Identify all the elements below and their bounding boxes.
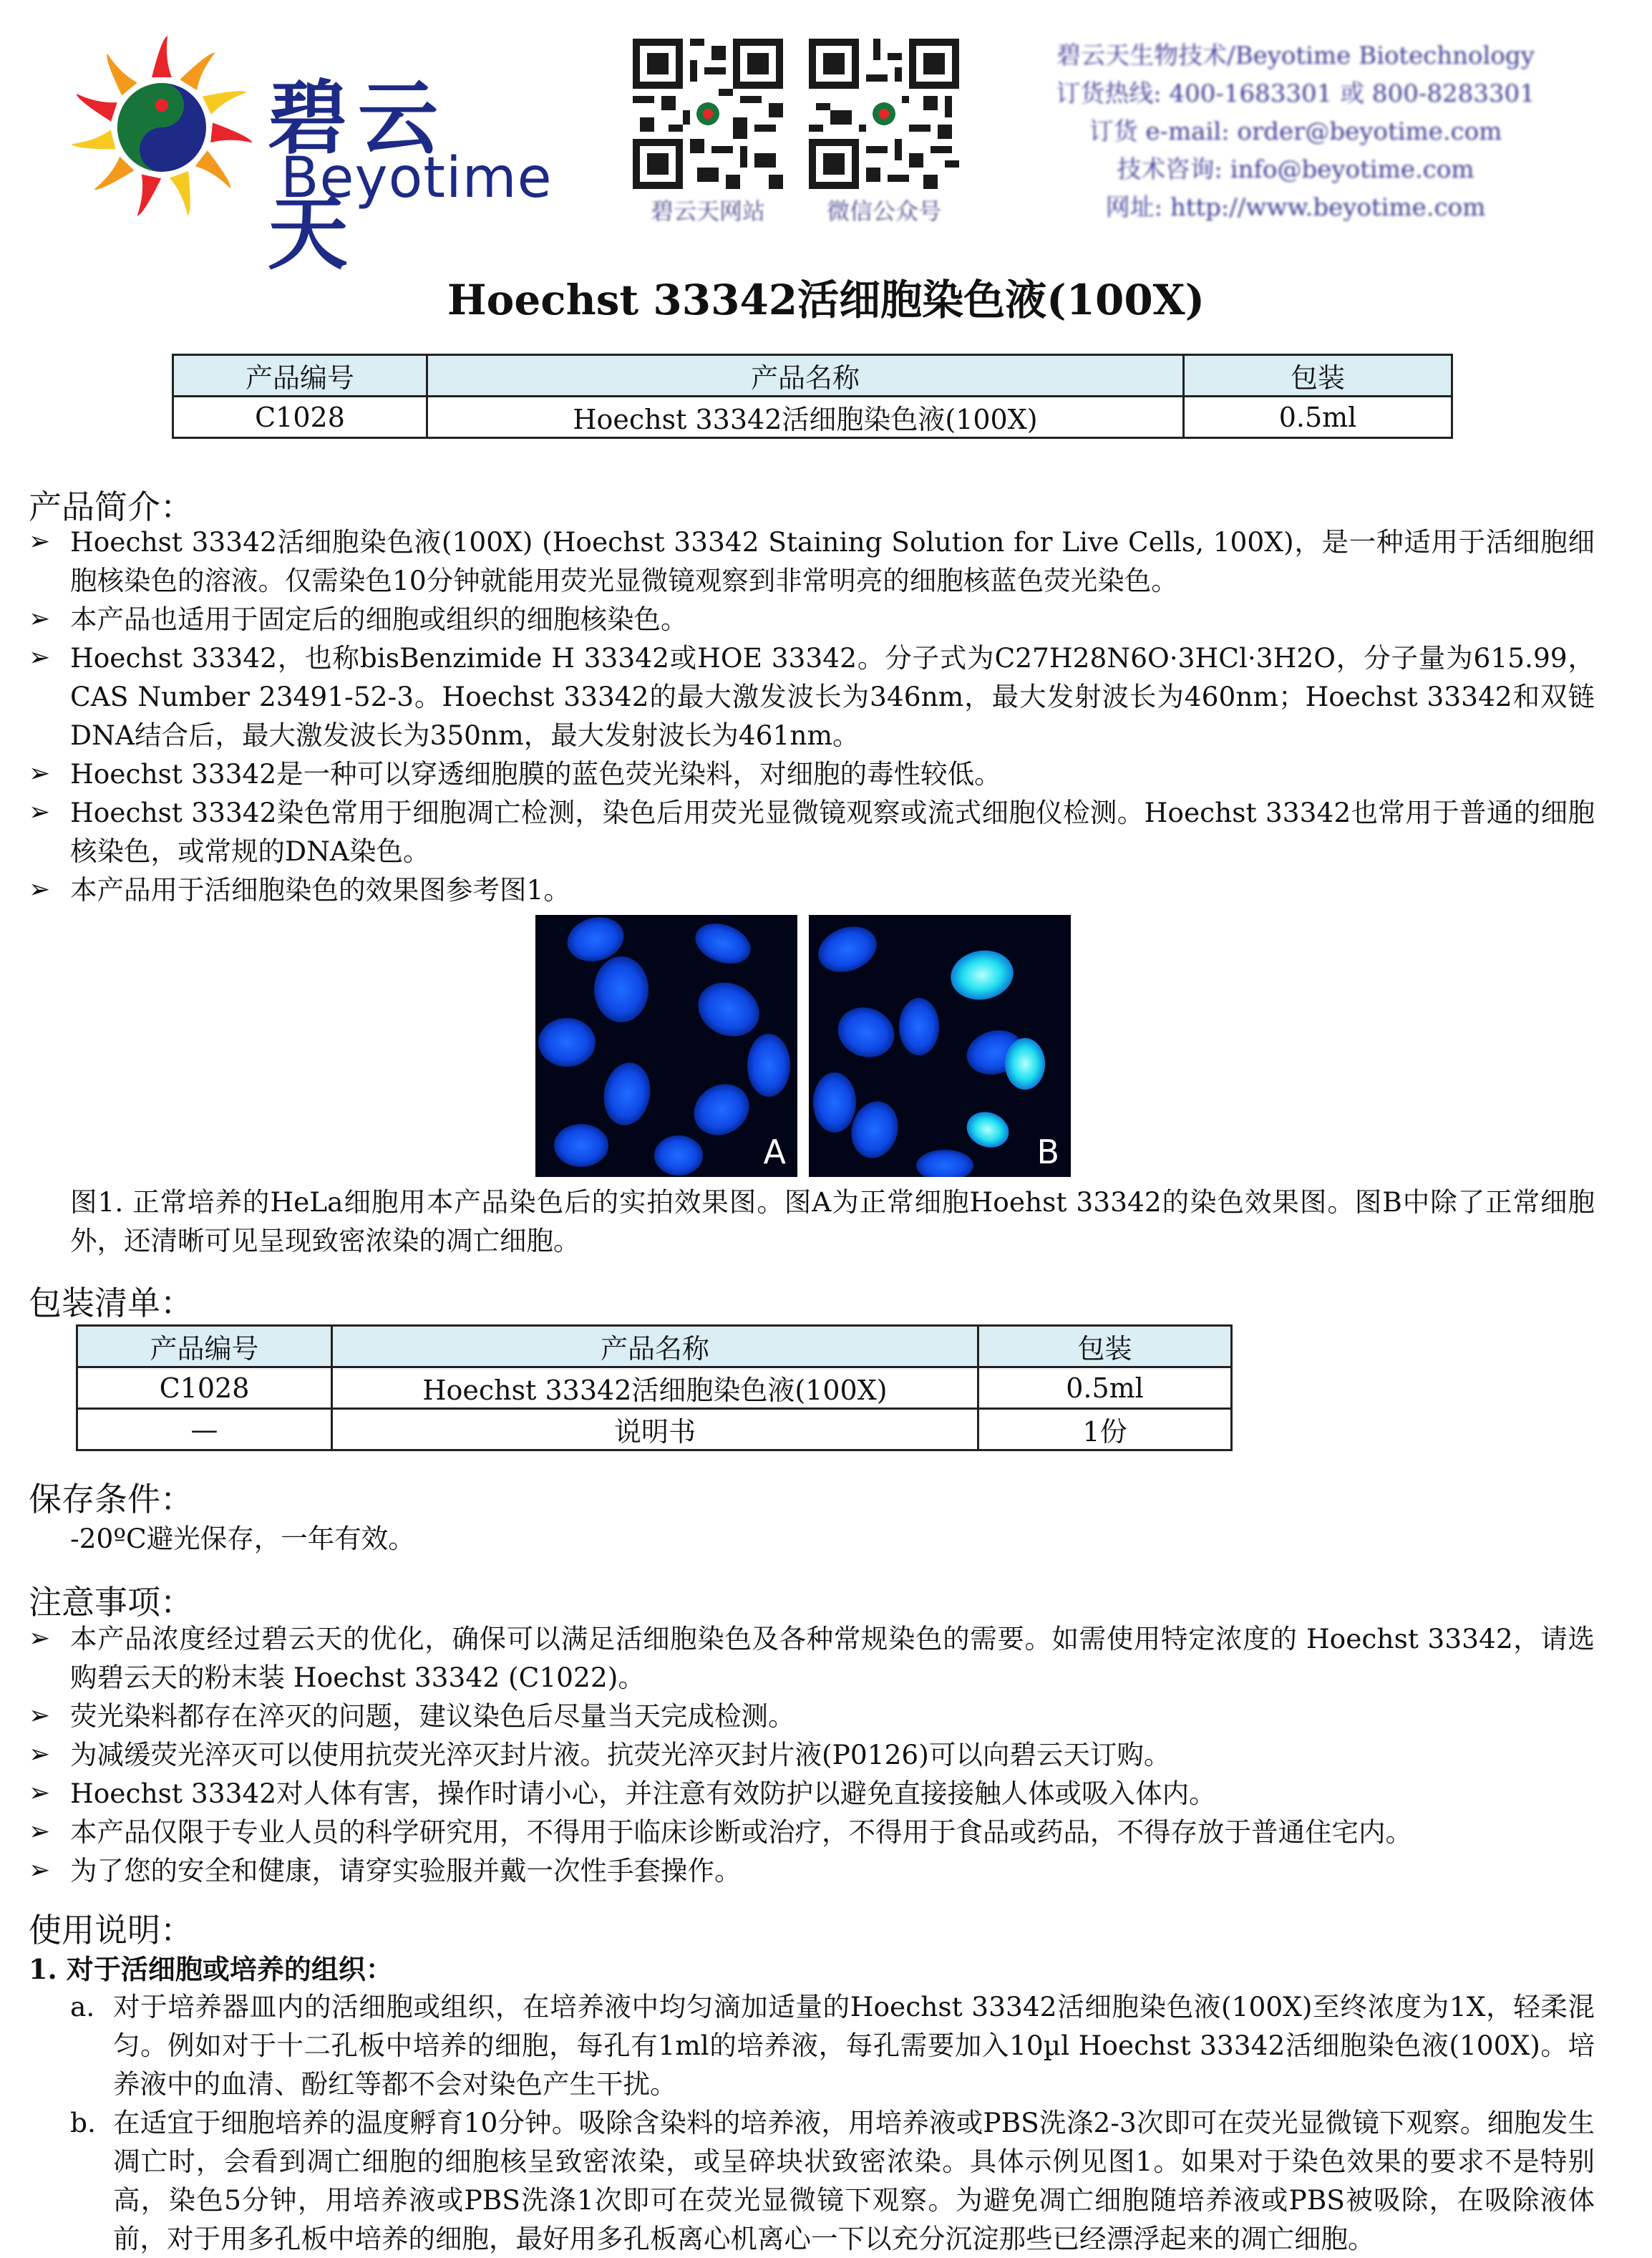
contact-line[interactable]: 技术咨询: info@beyotime.com: [1117, 155, 1474, 184]
stained-nuclei-image-b: [809, 915, 1071, 1177]
package-table: [76, 1324, 1233, 1451]
step-label: a.: [70, 1991, 95, 2022]
table-cell: Hoechst 33342活细胞染色液(100X): [427, 397, 1184, 438]
intro-bullet-text: Hoechst 33342染色常用于细胞凋亡检测，染色后用荧光显微镜观察或流式细胞仪检测。Hoechst 33342也常用于普通的细胞核染色，或常规的DNA染色。: [70, 797, 1595, 867]
note-bullet-text: 为了您的安全和健康，请穿实验服并戴一次性手套操作。: [70, 1855, 742, 1886]
note-bullet-text: 荧光染料都存在淬灭的问题，建议染色后尽量当天完成检测。: [70, 1700, 795, 1732]
intro-bullet-formula: [70, 639, 1595, 755]
intro-bullet-text: 本产品用于活细胞染色的效果图参考图1。: [70, 874, 570, 906]
section-heading-notes: 注意事项：: [29, 1583, 193, 1622]
bullet-icon: ➢: [29, 604, 51, 634]
note-bullet-text: 为减缓荧光淬灭可以使用抗荧光淬灭封片液。抗荧光淬灭封片液(P0126)可以向碧云天订购。: [70, 1739, 1171, 1770]
bullet-icon: ➢: [29, 1624, 51, 1653]
beyotime-logo: [69, 34, 553, 281]
qr-code-icon: [809, 39, 959, 189]
step-label: b.: [70, 2107, 96, 2138]
bullet-icon: ➢: [29, 759, 51, 788]
section-heading-storage: 保存条件：: [29, 1480, 193, 1518]
table-header-cell: 包装: [978, 1326, 1232, 1367]
section-heading-usage: 使用说明：: [29, 1911, 193, 1949]
table-header-row: [77, 1326, 1232, 1367]
table-cell: 0.5ml: [978, 1367, 1232, 1409]
intro-bullet-text: 本产品也适用于固定后的细胞或组织的细胞核染色。: [70, 604, 688, 635]
stained-nuclei-image-a: [535, 915, 797, 1177]
qr-code-website[interactable]: [633, 39, 783, 226]
contact-info: [1045, 37, 1546, 227]
qr-caption: 碧云天网站: [650, 198, 765, 225]
bullet-icon: ➢: [29, 643, 51, 672]
table-row: [77, 1409, 1232, 1450]
note-bullet-text: Hoechst 33342对人体有害，操作时请小心，并注意有效防护以避免直接接触人体或吸入体内。: [70, 1778, 1216, 1809]
section-heading-package: 包装清单：: [29, 1284, 193, 1322]
step-text: 在适宜于细胞培养的温度孵育10分钟。吸除含染料的培养液，用培养液或PBS洗涤2-3次即可在荧光显微镜下观察。细胞发生凋亡时，会看到凋亡细胞的细胞核呈致密浓染，或呈碎块状致密浓染。具体示例见图1。如果对于染色效果的要求不是特别高，染色5分钟，用培养液或PBS洗涤1次即可在荧光显微镜下观察。为避免凋亡细胞随培养液或PBS被吸除，在吸除液体前，对于用多孔板中培养的细胞，最好用多孔板离心机离心一下以充分沉淀那些已经漂浮起来的凋亡细胞。: [113, 2107, 1595, 2254]
product-table: [172, 354, 1453, 439]
brand-name-cn: 碧云天: [268, 72, 448, 281]
bullet-icon: ➢: [29, 1701, 51, 1730]
note-bullet-text: 本产品仅限于专业人员的科学研究用，不得用于临床诊断或治疗，不得用于食品或药品，不得存放于普通住宅内。: [70, 1816, 1412, 1848]
bullet-icon: ➢: [29, 875, 51, 904]
intro-bullet-text: Hoechst 33342是一种可以穿透细胞膜的蓝色荧光染料，对细胞的毒性较低。: [70, 758, 1001, 790]
contact-line[interactable]: 网址: http://www.beyotime.com: [1105, 193, 1486, 222]
step-text: 对于培养器皿内的活细胞或组织，在培养液中均匀滴加适量的Hoechst 33342活细胞染色液(100X)至终浓度为1X，轻柔混匀。例如对于十二孔板中培养的细胞，每孔有1ml的培养液，每孔需要加入10µl Hoechst 33342活细胞染色液(100X)。培养液中的血清、酚红等都不会对染色产生干扰。: [113, 1991, 1595, 2100]
qr-code-wechat[interactable]: [809, 39, 959, 226]
figure-panel-a: [535, 915, 797, 1177]
table-header-cell: 产品名称: [427, 355, 1184, 397]
note-bullet-text: 本产品浓度经过碧云天的优化，确保可以满足活细胞染色及各种常规染色的需要。如需使用特定浓度的 Hoechst 33342，请选购碧云天的粉末装 Hoechst 33342 (C1022)。: [70, 1623, 1595, 1693]
contact-line: 碧云天生物技术/Beyotime Biotechnology: [1056, 42, 1535, 70]
table-row: [77, 1367, 1232, 1409]
bullet-icon: ➢: [29, 527, 51, 556]
table-header-cell: 产品名称: [332, 1326, 978, 1367]
figure-label: A: [763, 1133, 786, 1171]
page-title: Hoechst 33342活细胞染色液(100X): [447, 276, 1205, 324]
table-header-cell: 包装: [1184, 355, 1452, 397]
intro-bullet-text: Hoechst 33342活细胞染色液(100X) (Hoechst 33342 Staining Solution for Live Cells, 100X)，是一种适用于活细胞细胞核染色的溶液。仅需染色10分钟就能用荧光显微镜观察到非常明亮的细胞核蓝色荧光染色。: [70, 526, 1595, 596]
storage-text: -20ºC避光保存，一年有效。: [70, 1523, 415, 1554]
table-cell: 说明书: [332, 1409, 978, 1450]
section-heading-intro: 产品简介：: [29, 488, 193, 526]
bullet-icon: ➢: [29, 1856, 51, 1885]
usage-step-heading: 1. 对于活细胞或培养的组织：: [29, 1953, 393, 1985]
qr-code-icon: [633, 39, 783, 189]
bullet-icon: ➢: [29, 1778, 51, 1808]
table-cell: 0.5ml: [1184, 397, 1452, 438]
table-cell: Hoechst 33342活细胞染色液(100X): [332, 1367, 978, 1409]
qr-caption: 微信公众号: [826, 198, 941, 225]
brand-name-en: Beyotime: [281, 146, 553, 210]
table-cell: —: [77, 1409, 332, 1450]
table-header-cell: 产品编号: [77, 1326, 332, 1367]
table-cell: C1028: [77, 1367, 332, 1409]
table-cell: 1份: [978, 1409, 1232, 1450]
figure-panel-b: [809, 915, 1071, 1177]
table-cell: C1028: [173, 397, 427, 438]
table-header-row: [173, 355, 1452, 397]
figure-label: B: [1036, 1133, 1059, 1171]
figure-caption: 图1. 正常培养的HeLa细胞用本产品染色后的实拍效果图。图A为正常细胞Hoehst 33342的染色效果图。图B中除了正常细胞外，还清晰可见呈现致密浓染的凋亡细胞。: [70, 1186, 1595, 1256]
table-header-cell: 产品编号: [173, 355, 427, 397]
bullet-icon: ➢: [29, 1817, 51, 1846]
contact-line: 订货热线: 400-1683301 或 800-8283301: [1056, 79, 1535, 108]
sun-logo-icon: [69, 34, 262, 221]
contact-line[interactable]: 订货 e-mail: order@beyotime.com: [1089, 117, 1502, 146]
table-row: [173, 397, 1452, 438]
bullet-icon: ➢: [29, 1740, 51, 1769]
bullet-icon: ➢: [29, 798, 51, 827]
intro-bullet-text: Hoechst 33342，也称bisBenzimide H 33342或HOE 33342。分子式为C27H28N6O·3HCl·3H2O，分子量为615.99，CAS Number 23491-52-3。Hoechst 33342的最大激发波长为346nm，最大发射波长为460nm；Hoechst 33342和双链DNA结合后，最大激发波长为350nm，最大发射波长为461nm。: [70, 642, 1595, 751]
